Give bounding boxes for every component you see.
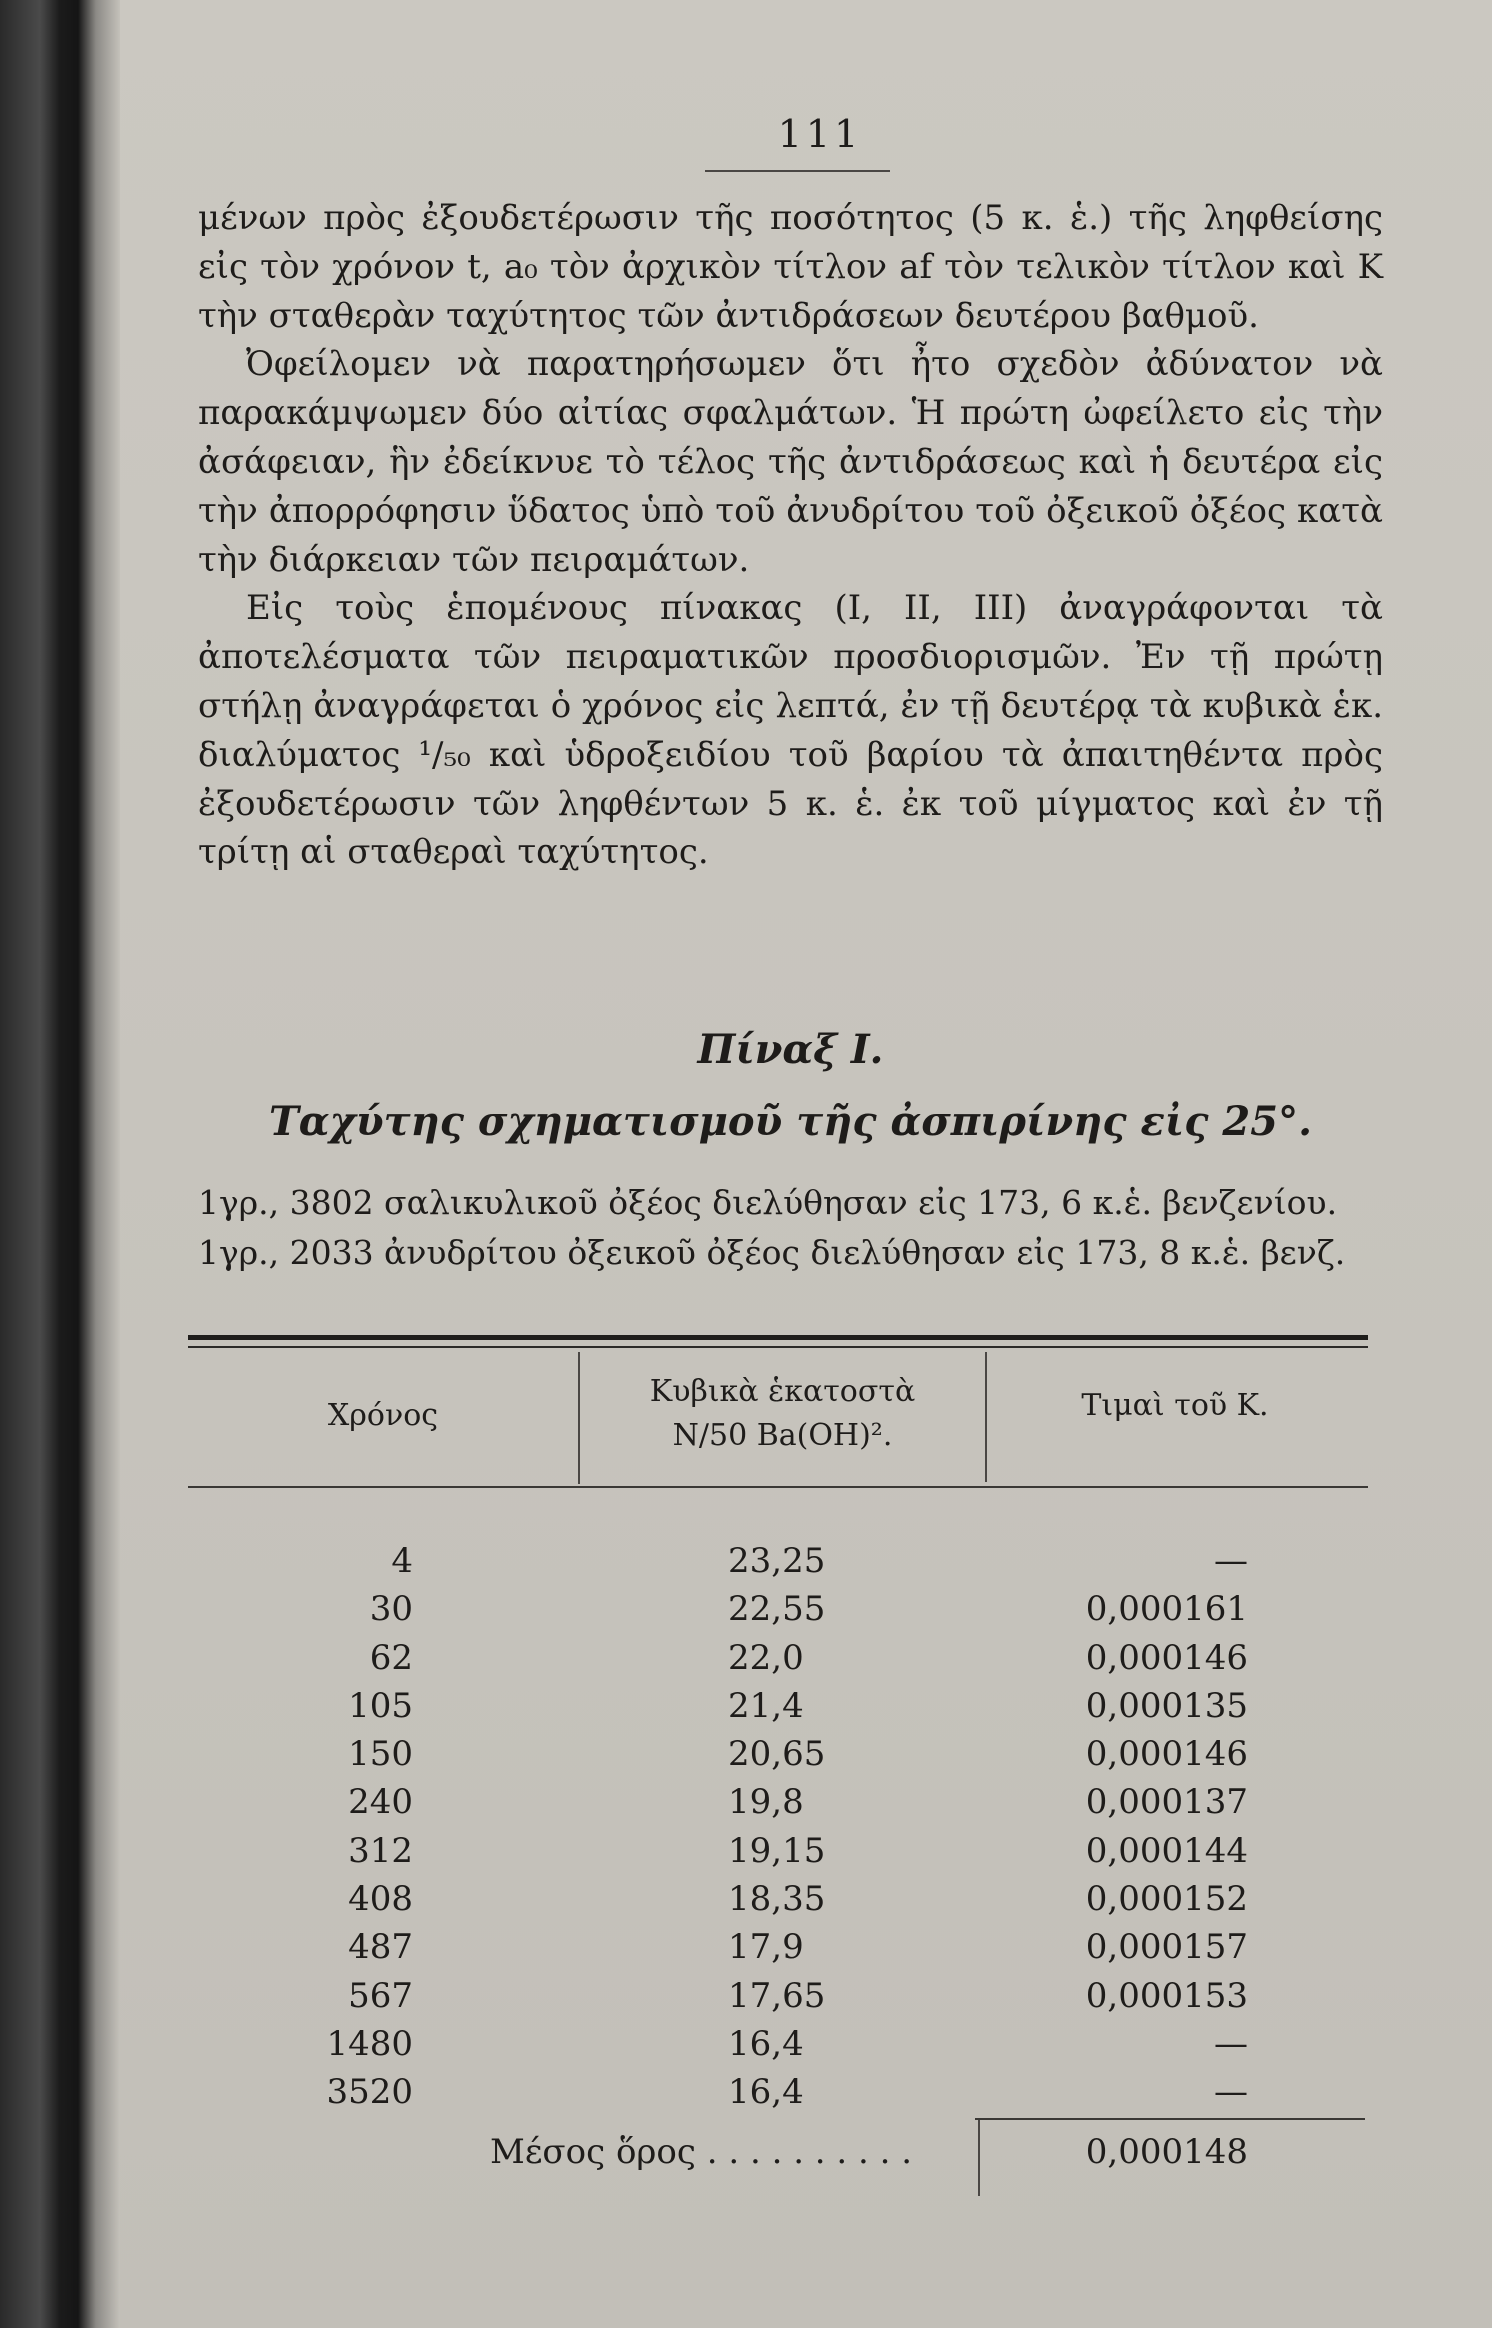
cell-time: 3520 — [326, 2072, 413, 2113]
table-row — [188, 1927, 1368, 1975]
cell-cubic-cm: 20,65 — [728, 1734, 826, 1775]
cell-time: 567 — [348, 1975, 413, 2016]
cell-k-value: 0,000137 — [1085, 1782, 1248, 1823]
book-spine-shadow — [0, 0, 120, 2328]
cell-cubic-cm: 22,55 — [728, 1589, 826, 1630]
cell-cubic-cm: 23,25 — [728, 1541, 826, 1581]
table-row — [188, 1782, 1368, 1830]
header-cubic-cm-line-2: N/50 Ba(OH)². — [672, 1418, 893, 1453]
table-row — [188, 1638, 1368, 1686]
note-line-2: 1γρ., 2033 ἀνυδρίτου ὀξεικοῦ ὀξέος διελύθησαν εἰς 173, 8 κ.ἑ. βενζ. — [198, 1233, 1346, 1272]
body-text — [198, 194, 1383, 877]
table-row — [188, 1541, 1368, 1589]
cell-time: 312 — [348, 1830, 413, 1871]
cell-k-value: — — [1214, 2023, 1248, 2064]
table-row — [188, 1589, 1368, 1637]
header-bottom-rule — [188, 1486, 1368, 1488]
table-row — [188, 1879, 1368, 1927]
table-subtitle: Ταχύτης σχηματισμοῦ τῆς ἀσπιρίνης εἰς 25°. — [268, 1098, 1313, 1145]
table-row — [188, 1686, 1368, 1734]
cell-cubic-cm: 19,15 — [728, 1830, 826, 1871]
header-time: Χρόνος — [327, 1398, 439, 1433]
mean-label: Μέσος ὅρος . . . . . . . . . . — [490, 2132, 913, 2172]
cell-time: 408 — [348, 1879, 413, 1920]
mean-value: 0,000148 — [1085, 2132, 1248, 2172]
cell-k-value: 0,000146 — [1085, 1637, 1248, 1678]
cell-k-value: 0,000161 — [1085, 1589, 1248, 1630]
cell-k-value: 0,000146 — [1085, 1734, 1248, 1775]
cell-k-value: 0,000144 — [1085, 1830, 1248, 1871]
cell-cubic-cm: 17,9 — [728, 1927, 804, 1968]
experiment-notes — [198, 1178, 1383, 1278]
cell-k-value: 0,000135 — [1085, 1685, 1248, 1726]
table-row — [188, 2072, 1368, 2120]
paragraph-1: μένων πρὸς ἐξουδετέρωσιν τῆς ποσότητος (5 κ. ἑ.) τῆς ληφθείσης εἰς τὸν χρόνον t, a₀ τὸν ἀρχικὸν τίτλον af τὸν τελικὸν τίτλον καὶ K τὴν σταθερὰν ταχύτητος τῶν ἀντιδράσεων δευτέρου βαθμοῦ. — [198, 198, 1383, 336]
table-row — [188, 1734, 1368, 1782]
cell-cubic-cm: 18,35 — [728, 1879, 826, 1920]
table-title: Πίναξ I. — [697, 1026, 884, 1073]
cell-cubic-cm: 17,65 — [728, 1975, 826, 2016]
cell-cubic-cm: 16,4 — [728, 2023, 804, 2064]
page-number-rule — [705, 170, 890, 172]
table-row — [188, 1831, 1368, 1879]
cell-cubic-cm: 19,8 — [728, 1782, 804, 1823]
cell-cubic-cm: 16,4 — [728, 2072, 804, 2113]
cell-time: 105 — [348, 1685, 413, 1726]
cell-cubic-cm: 22,0 — [728, 1637, 804, 1678]
cell-time: 1480 — [326, 2023, 413, 2064]
header-k-values: Τιμαὶ τοῦ K. — [1081, 1388, 1269, 1423]
cell-time: 240 — [348, 1782, 413, 1823]
cell-k-value: — — [1214, 1541, 1248, 1581]
table-top-rule — [188, 1335, 1368, 1340]
table-body — [188, 1541, 1368, 2121]
cell-k-value: 0,000152 — [1085, 1879, 1248, 1920]
cell-time: 62 — [369, 1637, 413, 1678]
header-cubic-cm — [580, 1370, 985, 1458]
header-cubic-cm-line-1: Κυβικὰ ἑκατοστὰ — [649, 1374, 916, 1409]
mean-row — [188, 2132, 1368, 2182]
mean-rule — [975, 2118, 1365, 2120]
cell-time: 487 — [348, 1927, 413, 1968]
cell-k-value: — — [1214, 2072, 1248, 2113]
cell-cubic-cm: 21,4 — [728, 1685, 804, 1726]
table-row — [188, 2024, 1368, 2072]
cell-time: 150 — [348, 1734, 413, 1775]
cell-k-value: 0,000157 — [1085, 1927, 1248, 1968]
cell-k-value: 0,000153 — [1085, 1975, 1248, 2016]
paragraph-3: Εἰς τοὺς ἑπομένους πίνακας (I, II, III) ἀναγράφονται τὰ ἀποτελέσματα τῶν πειραματικῶν προσδιορισμῶν. Ἐν τῇ πρώτῃ στήλῃ ἀναγράφεται ὁ χρόνος εἰς λεπτά, ἐν τῇ δευτέρᾳ τὰ κυβικὰ ἑκ. διαλύματος ¹/₅₀ καὶ ὑδροξειδίου τοῦ βαρίου τὰ ἀπαιτηθέντα πρὸς ἐξουδετέρωσιν τῶν ληφθέντων 5 κ. ἑ. ἐκ τοῦ μίγματος καὶ ἐν τῇ τρίτῃ αἱ σταθεραὶ ταχύτητος. — [198, 588, 1383, 873]
page-number: 111 — [777, 112, 863, 156]
table-row — [188, 1976, 1368, 2024]
table-top-rule-thin — [188, 1346, 1368, 1348]
note-line-1: 1γρ., 3802 σαλικυλικοῦ ὀξέος διελύθησαν εἰς 173, 6 κ.ἑ. βενζενίου. — [198, 1183, 1338, 1222]
paragraph-2: Ὀφείλομεν νὰ παρατηρήσωμεν ὅτι ἦτο σχεδὸν ἀδύνατον νὰ παρακάμψωμεν δύο αἰτίας σφαλμάτων. Ἡ πρώτη ὠφείλετο εἰς τὴν ἀσάφειαν, ἣν ἐδείκνυε τὸ τέλος τῆς ἀντιδράσεως καὶ ἡ δευτέρα εἰς τὴν ἀπορρόφησιν ὕδατος ὑπὸ τοῦ ἀνυδρίτου τοῦ ὀξεικοῦ ὀξέος κατὰ τὴν διάρκειαν τῶν πειραμάτων. — [198, 344, 1383, 580]
cell-time: 4 — [391, 1541, 413, 1581]
cell-time: 30 — [369, 1589, 413, 1630]
